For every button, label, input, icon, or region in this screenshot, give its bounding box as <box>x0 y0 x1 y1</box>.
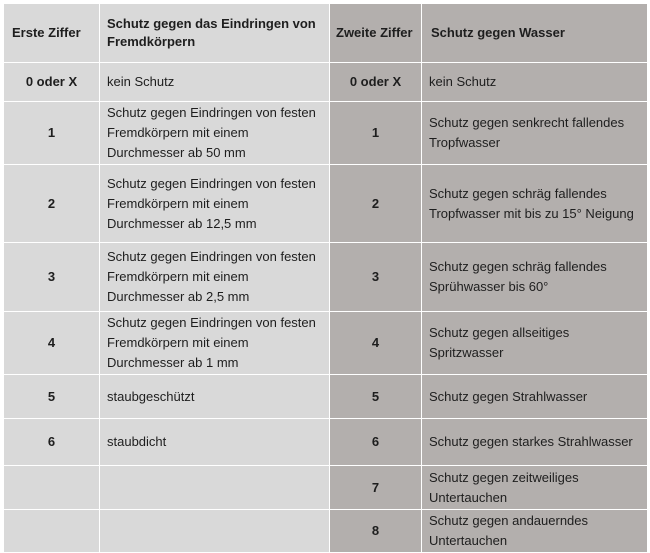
second-digit: 0 oder X <box>330 63 422 102</box>
foreign-body-protection <box>100 510 330 553</box>
water-protection: Schutz gegen allseitiges Spritzwasser <box>422 312 648 375</box>
first-digit: 2 <box>4 165 100 243</box>
table-row <box>4 375 648 419</box>
second-digit: 6 <box>330 419 422 466</box>
ip-protection-table <box>3 3 648 553</box>
first-digit: 1 <box>4 102 100 165</box>
header-schutz-fremdkoerper: Schutz gegen das Eindringen von Fremdkörpern <box>100 4 330 63</box>
header-schutz-wasser: Schutz gegen Wasser <box>422 4 648 63</box>
foreign-body-protection: Schutz gegen Eindringen von festen Fremdkörpern mit einem Durchmesser ab 12,5 mm <box>100 165 330 243</box>
water-protection: Schutz gegen starkes Strahlwasser <box>422 419 648 466</box>
table-row <box>4 243 648 312</box>
table-row <box>4 466 648 510</box>
first-digit: 4 <box>4 312 100 375</box>
first-digit <box>4 510 100 553</box>
second-digit: 1 <box>330 102 422 165</box>
second-digit: 2 <box>330 165 422 243</box>
header-erste-ziffer: Erste Ziffer <box>4 4 100 63</box>
water-protection: Schutz gegen schräg fallendes Tropfwasser mit bis zu 15° Neigung <box>422 165 648 243</box>
first-digit: 5 <box>4 375 100 419</box>
first-digit <box>4 466 100 510</box>
foreign-body-protection: kein Schutz <box>100 63 330 102</box>
table-row <box>4 510 648 553</box>
second-digit: 8 <box>330 510 422 553</box>
table-row <box>4 63 648 102</box>
water-protection: Schutz gegen senkrecht fallendes Tropfwasser <box>422 102 648 165</box>
water-protection: kein Schutz <box>422 63 648 102</box>
header-zweite-ziffer: Zweite Ziffer <box>330 4 422 63</box>
second-digit: 4 <box>330 312 422 375</box>
foreign-body-protection: Schutz gegen Eindringen von festen Fremdkörpern mit einem Durchmesser ab 50 mm <box>100 102 330 165</box>
water-protection: Schutz gegen zeitweiliges Untertauchen <box>422 466 648 510</box>
foreign-body-protection: Schutz gegen Eindringen von festen Fremdkörpern mit einem Durchmesser ab 2,5 mm <box>100 243 330 312</box>
first-digit: 6 <box>4 419 100 466</box>
foreign-body-protection <box>100 466 330 510</box>
water-protection: Schutz gegen schräg fallendes Sprühwasser bis 60° <box>422 243 648 312</box>
foreign-body-protection: Schutz gegen Eindringen von festen Fremdkörpern mit einem Durchmesser ab 1 mm <box>100 312 330 375</box>
first-digit: 3 <box>4 243 100 312</box>
foreign-body-protection: staubgeschützt <box>100 375 330 419</box>
second-digit: 5 <box>330 375 422 419</box>
water-protection: Schutz gegen andauerndes Untertauchen <box>422 510 648 553</box>
second-digit: 3 <box>330 243 422 312</box>
table-row <box>4 165 648 243</box>
water-protection: Schutz gegen Strahlwasser <box>422 375 648 419</box>
header-row <box>4 4 648 63</box>
table-row <box>4 419 648 466</box>
ip-protection-table-wrapper <box>3 3 647 546</box>
second-digit: 7 <box>330 466 422 510</box>
foreign-body-protection: staubdicht <box>100 419 330 466</box>
table-row <box>4 102 648 165</box>
first-digit: 0 oder X <box>4 63 100 102</box>
table-row <box>4 312 648 375</box>
